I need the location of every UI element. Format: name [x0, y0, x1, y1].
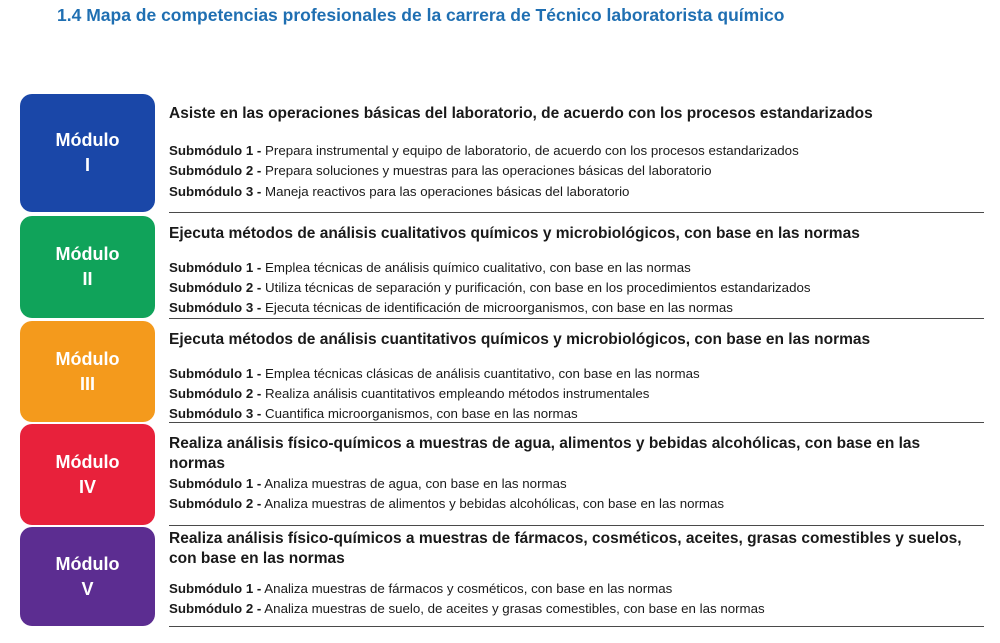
module-heading: Asiste en las operaciones básicas del laboratorio, de acuerdo con los procesos estandarizados — [169, 105, 873, 122]
module-row-2 — [20, 216, 984, 318]
module-badge-label: Módulo — [55, 553, 120, 574]
submodule-label: Submódulo 1 - — [169, 260, 262, 275]
submodule-item — [169, 405, 578, 422]
submodule-label: Submódulo 3 - — [169, 406, 262, 421]
submodule-item — [169, 495, 724, 512]
submodule-text: Emplea técnicas de análisis químico cualitativo, con base en las normas — [261, 260, 691, 275]
submodule-item — [169, 385, 649, 402]
submodule-label: Submódulo 1 - — [169, 143, 262, 158]
submodule-item — [169, 600, 765, 617]
module-badge-5 — [20, 527, 155, 626]
submodule-text: Analiza muestras de alimentos y bebidas alcohólicas, con base en las normas — [261, 496, 725, 511]
page-title: 1.4 Mapa de competencias profesionales de la carrera de Técnico laboratorista químico — [57, 5, 785, 25]
module-row-1 — [20, 94, 984, 212]
submodule-item — [169, 183, 629, 200]
submodule-label: Submódulo 2 - — [169, 280, 262, 295]
module-badge-number: III — [79, 373, 95, 394]
submodule-label: Submódulo 1 - — [169, 366, 262, 381]
module-row-3 — [20, 321, 984, 422]
submodule-label: Submódulo 1 - — [169, 476, 262, 491]
module-content-2 — [169, 216, 984, 319]
module-badge-1 — [20, 94, 155, 212]
submodule-item — [169, 365, 700, 382]
submodule-item — [169, 162, 711, 179]
module-content-5 — [169, 527, 984, 627]
module-badge-number: II — [82, 269, 93, 289]
submodule-label: Submódulo 2 - — [169, 601, 262, 616]
submodule-text: Analiza muestras de suelo, de aceites y grasas comestibles, con base en las normas — [261, 601, 765, 616]
module-content-1 — [169, 94, 984, 213]
module-badge-3 — [20, 321, 155, 422]
submodule-label: Submódulo 2 - — [169, 163, 262, 178]
module-row-5 — [20, 527, 984, 626]
module-content-3 — [169, 321, 984, 423]
module-heading: Realiza análisis físico-químicos a muestras de agua, alimentos y bebidas alcohólicas, con base en las normas — [169, 435, 921, 472]
module-badge-4 — [20, 424, 155, 525]
module-heading: Realiza análisis físico-químicos a muestras de fármacos, cosméticos, aceites, grasas comestibles y suelos, con base en las normas — [169, 530, 962, 567]
module-badge-label: Módulo — [55, 348, 120, 369]
submodule-label: Submódulo 3 - — [169, 300, 262, 315]
submodule-label: Submódulo 2 - — [169, 496, 262, 511]
submodule-text: Analiza muestras de fármacos y cosméticos, con base en las normas — [261, 581, 673, 596]
submodule-text: Cuantifica microorganismos, con base en las normas — [261, 406, 578, 421]
submodule-item — [169, 580, 672, 597]
submodule-text: Emplea técnicas clásicas de análisis cuantitativo, con base en las normas — [261, 366, 700, 381]
submodule-item — [169, 475, 567, 492]
submodule-item — [169, 142, 799, 159]
submodule-text: Analiza muestras de agua, con base en las normas — [261, 476, 567, 491]
module-badge-label: Módulo — [55, 244, 120, 264]
submodule-text: Prepara instrumental y equipo de laboratorio, de acuerdo con los procesos estandarizados — [261, 143, 799, 158]
submodule-label: Submódulo 3 - — [169, 184, 262, 199]
module-badge-label: Módulo — [55, 451, 120, 472]
module-badge-number: IV — [78, 476, 96, 497]
module-row-4 — [20, 424, 984, 525]
module-badge-number: V — [81, 578, 94, 599]
module-badge-2 — [20, 216, 155, 318]
submodule-text: Prepara soluciones y muestras para las operaciones básicas del laboratorio — [261, 163, 712, 178]
submodule-label: Submódulo 2 - — [169, 386, 262, 401]
submodule-item — [169, 279, 811, 296]
module-badge-label: Módulo — [55, 130, 120, 150]
module-content-4 — [169, 424, 984, 526]
module-badge-number: I — [84, 155, 90, 175]
submodule-text: Realiza análisis cuantitativos empleando métodos instrumentales — [261, 386, 650, 401]
module-heading: Ejecuta métodos de análisis cuantitativos químicos y microbiológicos, con base en las normas — [169, 331, 871, 348]
module-heading: Ejecuta métodos de análisis cualitativos químicos y microbiológicos, con base en las normas — [169, 225, 860, 242]
submodule-label: Submódulo 1 - — [169, 581, 262, 596]
submodule-item — [169, 259, 691, 276]
submodule-text: Maneja reactivos para las operaciones básicas del laboratorio — [261, 184, 630, 199]
submodule-item — [169, 299, 733, 316]
submodule-text: Ejecuta técnicas de identificación de microorganismos, con base en las normas — [261, 300, 733, 315]
submodule-text: Utiliza técnicas de separación y purificación, con base en los procedimientos estandarizados — [261, 280, 811, 295]
